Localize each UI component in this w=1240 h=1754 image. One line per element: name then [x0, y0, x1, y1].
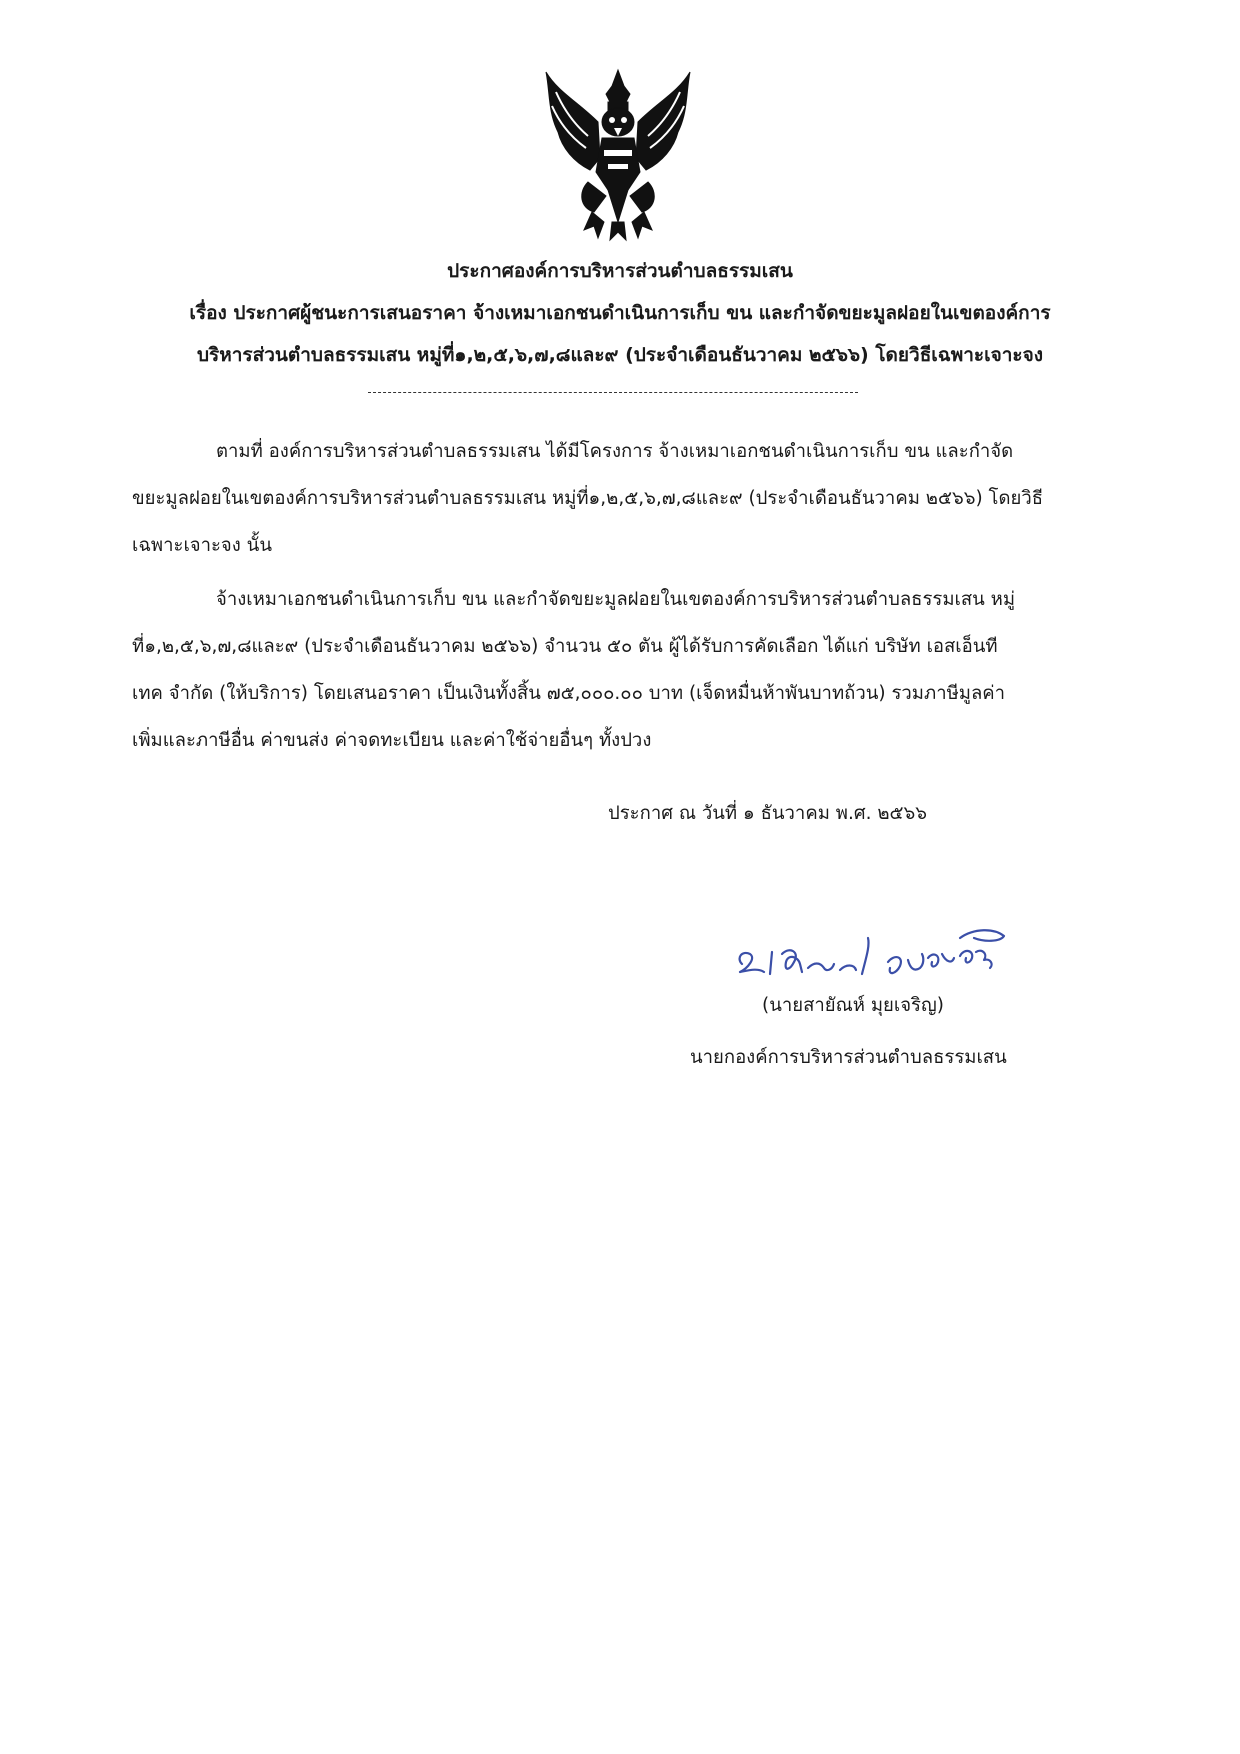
paragraph-line: ที่๑,๒,๕,๖,๗,๘และ๙ (ประจำเดือนธันวาคม ๒๕๖๖) จำนวน ๕๐ ตัน ผู้ได้รับการคัดเลือก ได้แก่ บริษัท เอสเอ็นที [132, 636, 998, 657]
body-paragraph-2 [132, 576, 1112, 764]
paragraph-line: จ้างเหมาเอกชนดำเนินการเก็บ ขน และกำจัดขยะมูลฝอยในเขตองค์การบริหารส่วนตำบลธรรมเสน หมู่ [216, 589, 1016, 610]
paragraph-line: ขยะมูลฝอยในเขตองค์การบริหารส่วนตำบลธรรมเสน หมู่ที่๑,๒,๕,๖,๗,๘และ๙ (ประจำเดือนธันวาคม ๒๕๖๖) โดยวิธี [132, 488, 1044, 509]
handwritten-signature-icon [728, 918, 1018, 992]
signer-title: นายกองค์การบริหารส่วนตำบลธรรมเสน [690, 1047, 1007, 1068]
body-paragraph-1 [132, 428, 1112, 569]
announcement-title: ประกาศองค์การบริหารส่วนตำบลธรรมเสน [447, 260, 793, 282]
signer-name: (นายสายัณห์ มุยเจริญ) [762, 995, 944, 1016]
announcement-subject-line-1: เรื่อง ประกาศผู้ชนะการเสนอราคา จ้างเหมาเอกชนดำเนินการเก็บ ขน และกำจัดขยะมูลฝอยในเขตองค์การ [189, 302, 1051, 324]
paragraph-line: ตามที่ องค์การบริหารส่วนตำบลธรรมเสน ได้มีโครงการ จ้างเหมาเอกชนดำเนินการเก็บ ขน และกำจัด [216, 441, 1014, 462]
dashed-divider [368, 392, 858, 393]
garuda-emblem-icon [528, 62, 708, 242]
paragraph-line: เฉพาะเจาะจง นั้น [132, 535, 272, 556]
announcement-subject-line-2: บริหารส่วนตำบลธรรมเสน หมู่ที่๑,๒,๕,๖,๗,๘และ๙ (ประจำเดือนธันวาคม ๒๕๖๖) โดยวิธีเฉพาะเจาะจง [196, 344, 1044, 366]
paragraph-line: เทค จำกัด (ให้บริการ) โดยเสนอราคา เป็นเงินทั้งสิ้น ๗๕,๐๐๐.๐๐ บาท (เจ็ดหมื่นห้าพันบาทถ้วน) รวมภาษีมูลค่า [132, 683, 1006, 704]
announcement-date: ประกาศ ณ วันที่ ๑ ธันวาคม พ.ศ. ๒๕๖๖ [608, 803, 928, 824]
paragraph-line: เพิ่มและภาษีอื่น ค่าขนส่ง ค่าจดทะเบียน และค่าใช้จ่ายอื่นๆ ทั้งปวง [132, 730, 652, 751]
